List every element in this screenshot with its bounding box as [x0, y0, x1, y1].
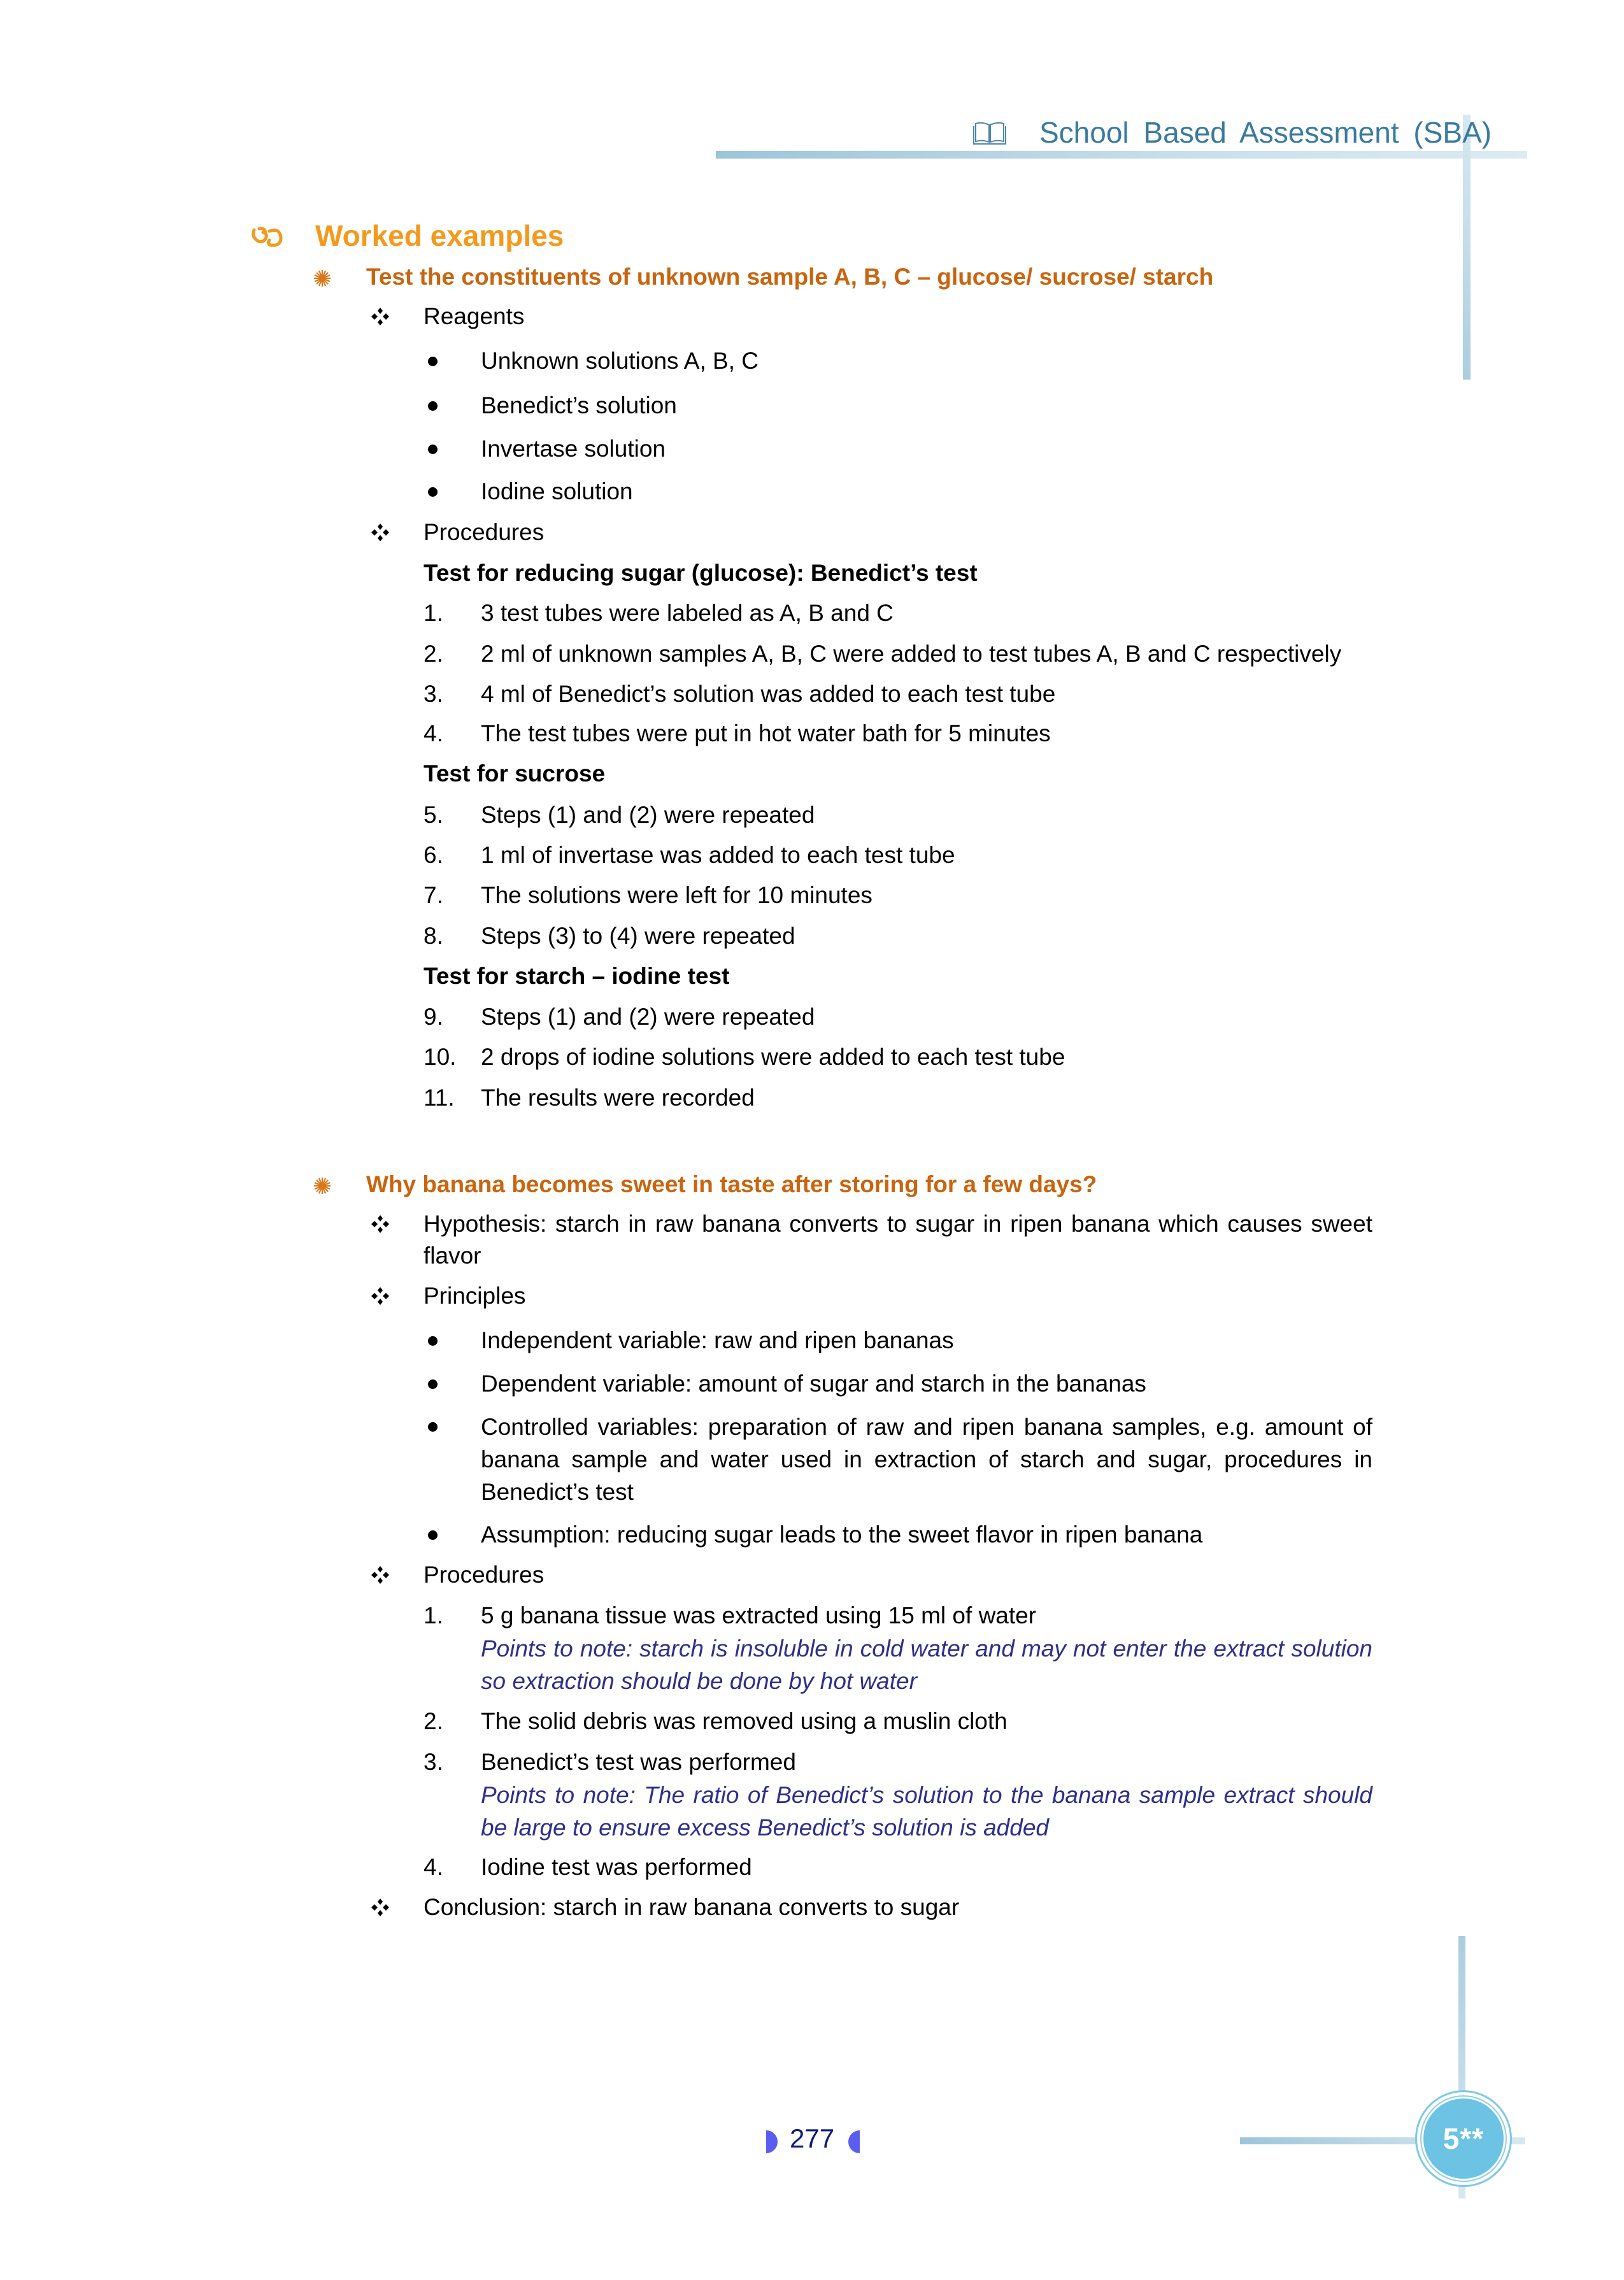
- step-number: 5.: [424, 802, 443, 828]
- header-title: School Based Assessment (SBA): [1039, 116, 1492, 149]
- step-text: 2 drops of iodine solutions were added to each test tube: [481, 1044, 1065, 1070]
- step-number: 10.: [424, 1044, 457, 1070]
- principle-item: Independent variable: raw and ripen bananas: [481, 1327, 954, 1353]
- step-text: Iodine test was performed: [481, 1854, 752, 1880]
- step-number: 4.: [424, 1854, 443, 1880]
- step-text: 3 test tubes were labeled as A, B and C: [481, 600, 894, 626]
- conclusion-text: Conclusion: starch in raw banana converts to sugar: [424, 1894, 960, 1920]
- reagent-item: Iodine solution: [481, 478, 633, 504]
- step-text: Steps (1) and (2) were repeated: [481, 802, 815, 828]
- step-number: 8.: [424, 923, 443, 949]
- procedure-group-heading: Test for sucrose: [424, 760, 606, 787]
- step-number: 2.: [424, 641, 443, 667]
- step-text: Benedict’s test was performed: [481, 1749, 796, 1775]
- page-marker-left-icon: [766, 2130, 778, 2153]
- step-text: The solid debris was removed using a muslin cloth: [481, 1708, 1008, 1734]
- bullet-dot: [428, 401, 438, 411]
- principles-label: Principles: [424, 1283, 526, 1309]
- header-vertical-rule: [1463, 115, 1471, 380]
- step-text: 2 ml of unknown samples A, B, C were added to test tubes A, B and C respectively: [481, 641, 1342, 667]
- step-number: 7.: [424, 882, 443, 908]
- reagent-item: Invertase solution: [481, 436, 666, 462]
- step-text: Steps (3) to (4) were repeated: [481, 923, 795, 949]
- bullet-dot: [428, 445, 438, 454]
- example-1-title: Test the constituents of unknown sample A, B, C – glucose/ sucrose/ starch: [366, 264, 1214, 290]
- bullet-dot: [428, 1422, 438, 1432]
- section-title: Worked examples: [315, 219, 564, 252]
- principle-item: Controlled variables: preparation of raw and ripen banana samples, e.g. amount of banana sample and water used in extraction of starch and sugar, procedures in Benedict’s test: [481, 1414, 1372, 1505]
- step-number: 2.: [424, 1708, 443, 1734]
- diamond-bullet-icon: [371, 1215, 389, 1233]
- reagent-item: Benedict’s solution: [481, 392, 677, 418]
- step-text: The solutions were left for 10 minutes: [481, 882, 873, 908]
- header-rule: [716, 151, 1527, 159]
- star-burst-icon: [314, 270, 331, 287]
- diamond-bullet-icon: [371, 524, 389, 541]
- step-number: 1.: [424, 600, 443, 626]
- star-burst-icon: [314, 1178, 331, 1194]
- reagent-item: Unknown solutions A, B, C: [481, 348, 759, 374]
- principle-item: Assumption: reducing sugar leads to the sweet flavor in ripen banana: [481, 1521, 1203, 1548]
- hypothesis-text: Hypothesis: starch in raw banana converts to sugar in ripen banana which causes sweet flavor: [424, 1211, 1372, 1269]
- procedure-group-heading: Test for starch – iodine test: [424, 963, 730, 989]
- step-text: Steps (1) and (2) were repeated: [481, 1004, 815, 1030]
- step-number: 1.: [424, 1602, 443, 1628]
- step-number: 4.: [424, 720, 443, 746]
- step-text: The results were recorded: [481, 1085, 755, 1111]
- open-book-icon: [973, 121, 1006, 145]
- step-number: 3.: [424, 1749, 443, 1775]
- step-number: 6.: [424, 842, 443, 868]
- diamond-bullet-icon: [371, 1899, 389, 1916]
- bullet-dot: [428, 357, 438, 366]
- page-marker-right-icon: [848, 2130, 860, 2153]
- diamond-bullet-icon: [371, 308, 389, 325]
- step-text: 5 g banana tissue was extracted using 15 ml of water: [481, 1602, 1037, 1628]
- principle-item: Dependent variable: amount of sugar and starch in the bananas: [481, 1371, 1146, 1397]
- swirl-ornament-icon: [250, 226, 283, 248]
- page-number: 277: [790, 2123, 835, 2153]
- step-text: 1 ml of invertase was added to each test tube: [481, 842, 955, 868]
- reagents-label: Reagents: [424, 303, 525, 329]
- step-number: 11.: [424, 1085, 455, 1111]
- procedures-label: Procedures: [424, 519, 545, 545]
- bullet-dot: [428, 487, 438, 497]
- point-to-note: Points to note: The ratio of Benedict’s solution to the banana sample extract should be large to ensure excess Benedict’s solution is added: [481, 1782, 1372, 1841]
- bullet-dot: [428, 1379, 438, 1389]
- bullet-dot: [428, 1336, 438, 1346]
- point-to-note: Points to note: starch is insoluble in cold water and may not enter the extract solution so extraction should be done by hot water: [481, 1635, 1372, 1694]
- procedure-group-heading: Test for reducing sugar (glucose): Benedict’s test: [424, 560, 978, 586]
- level-badge: 5**: [1421, 2097, 1506, 2181]
- step-text: The test tubes were put in hot water bath for 5 minutes: [481, 720, 1051, 746]
- bullet-dot: [428, 1530, 438, 1540]
- example-2-title: Why banana becomes sweet in taste after storing for a few days?: [366, 1171, 1097, 1197]
- diamond-bullet-icon: [371, 1566, 389, 1584]
- step-text: 4 ml of Benedict’s solution was added to each test tube: [481, 681, 1056, 707]
- step-number: 3.: [424, 681, 443, 707]
- procedures-label: Procedures: [424, 1562, 545, 1588]
- diamond-bullet-icon: [371, 1287, 389, 1305]
- step-number: 9.: [424, 1004, 443, 1030]
